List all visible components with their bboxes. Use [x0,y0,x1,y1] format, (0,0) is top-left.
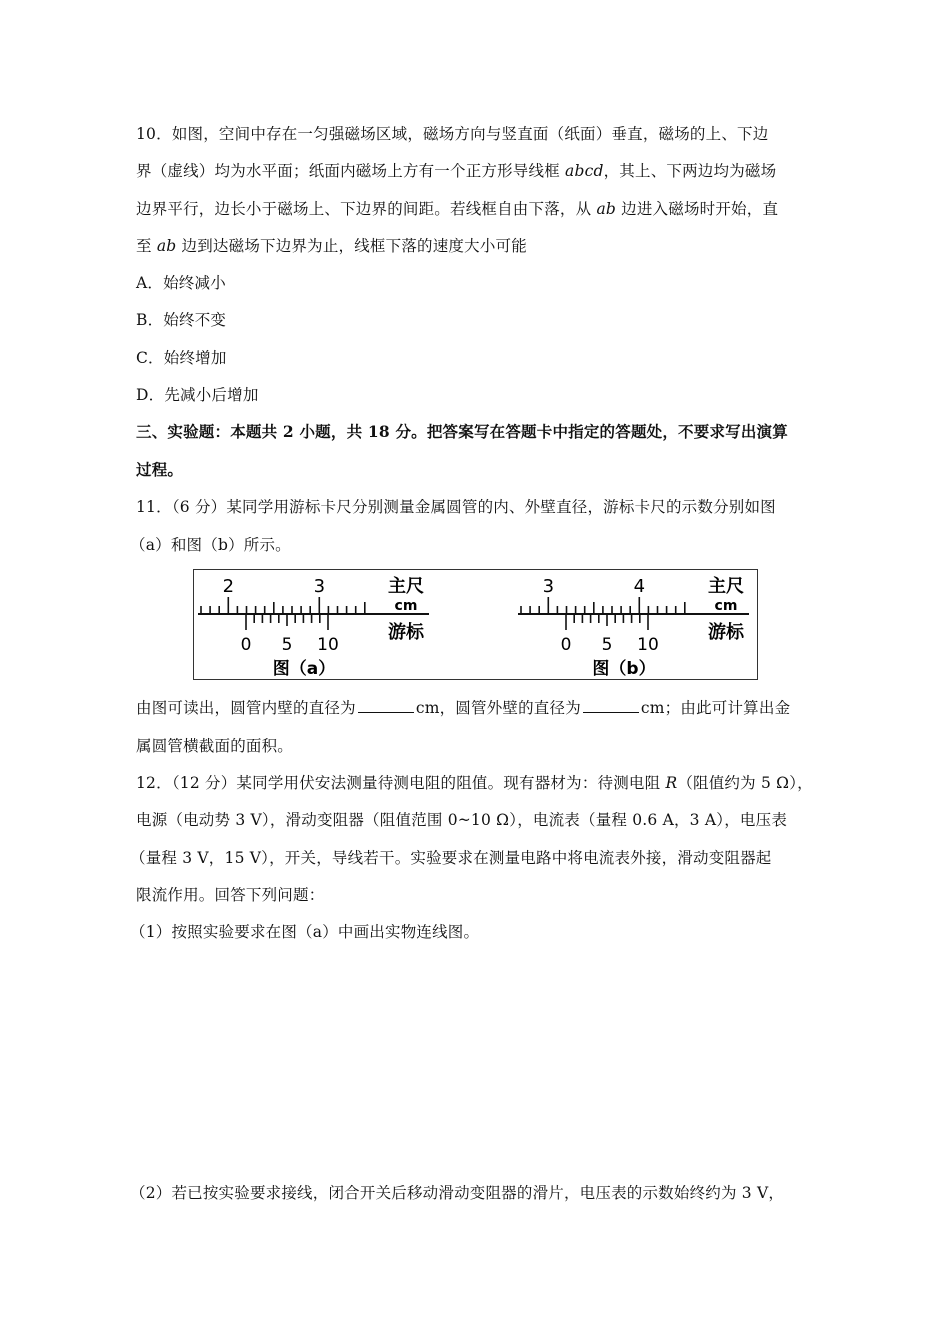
q11-line-2: （a）和图（b）所示。 [130,536,291,554]
q11-line-1: 11．（6 分）某同学用游标卡尺分别测量金属圆管的内、外壁直径，游标卡尺的示数分别如图 [136,498,776,516]
q10-line-2-text-a: 界（虚线）均为水平面；纸面内磁场上方有一个正方形导线框 [136,162,566,180]
q11-answer-line [136,698,816,718]
q12-line-4: 限流作用。回答下列问题： [136,886,325,904]
inner-diameter-blank[interactable] [358,698,414,713]
q10-option-b: B．始终不变 [136,311,227,329]
main-scale-label: 4 [633,576,646,597]
vernier-label: 10 [637,635,659,655]
q11-answer-text-a: 由图可读出，圆管内壁的直径为 [136,699,356,717]
q10-line-3-text-c: 边进入磁场时开始，直 [616,200,779,218]
unit-label: cm [714,598,738,614]
q10-option-a: A．始终减小 [136,274,226,292]
main-scale-label: 2 [222,576,235,597]
caliper-b [518,575,749,679]
q10-line-2-text-c: ，其上、下两边均为磁场 [603,162,777,180]
vernier-caliper-svg [194,570,757,679]
section-3-heading: 三、实验题：本题共 2 小题，共 18 分。把答案写在答题卡中指定的答题处，不要求写出演算 [136,422,788,441]
q12-line-1 [136,773,816,793]
q10-line-1: 10．如图，空间中存在一匀强磁场区域，磁场方向与竖直面（纸面）垂直，磁场的上、下边 [136,125,769,143]
vernier-label: 0 [240,635,252,655]
vernier-label: 10 [317,635,339,655]
q10-line-3-text-a: 边界平行，边长小于磁场上、下边界的间距。若线框自由下落，从 [136,200,597,218]
q10-line-2 [136,161,816,181]
q10-option-c: C．始终增加 [136,349,227,367]
q12-line-1-text-a: 12．（12 分）某同学用伏安法测量待测电阻的阻值。现有器材为：待测电阻 [136,774,666,792]
q10-line-3 [136,199,816,219]
vernier-caliper-figure [193,569,758,680]
q12-line-1-text-c: （阻值约为 5 Ω）， [677,774,813,792]
q12-line-2: 电源（电动势 3 V），滑动变阻器（阻值范围 0~10 Ω），电流表（量程 0.6 A，3 A），电压表 [136,811,788,829]
vernier-scale-name: 游标 [388,622,424,643]
main-scale-name: 主尺 [708,576,744,597]
q10-line-4-text-c: 边到达磁场下边界为止，线框下落的速度大小可能 [176,237,527,255]
vernier-label: 5 [281,635,293,655]
q10-line-2-italic: abcd [565,162,604,180]
vernier-scale-name: 游标 [708,622,744,643]
q12-part-1: （1）按照实验要求在图（a）中画出实物连线图。 [130,923,480,941]
caliper-a [198,575,429,679]
vernier-label: 5 [601,635,613,655]
q10-option-d: D．先减小后增加 [136,386,259,404]
section-3-heading-cont: 过程。 [136,460,184,479]
main-scale-label: 3 [542,576,555,597]
figure-caption: 图（a） [272,659,336,679]
q12-part-2: （2）若已按实验要求接线，闭合开关后移动滑动变阻器的滑片，电压表的示数始终约为 3 V， [130,1184,785,1202]
q11-answer-line-2: 属圆管横截面的面积。 [136,737,294,755]
main-scale-name: 主尺 [388,576,424,597]
figure-caption: 图（b） [592,659,656,679]
main-scale-label: 3 [313,576,326,597]
q11-answer-text-c: cm；由此可计算出金 [640,699,791,717]
q10-line-4-italic: ab [156,237,177,255]
q12-line-1-italic: R [665,774,678,792]
q11-answer-text-b: cm，圆管外壁的直径为 [415,699,581,717]
q10-line-4 [136,236,816,256]
vernier-label: 0 [560,635,572,655]
outer-diameter-blank[interactable] [583,698,639,713]
unit-label: cm [394,598,418,614]
q12-line-3: （量程 3 V，15 V），开关，导线若干。实验要求在测量电路中将电流表外接，滑动变阻器起 [130,849,772,867]
q10-line-3-italic: ab [596,200,617,218]
q10-line-4-text-a: 至 [136,237,157,255]
